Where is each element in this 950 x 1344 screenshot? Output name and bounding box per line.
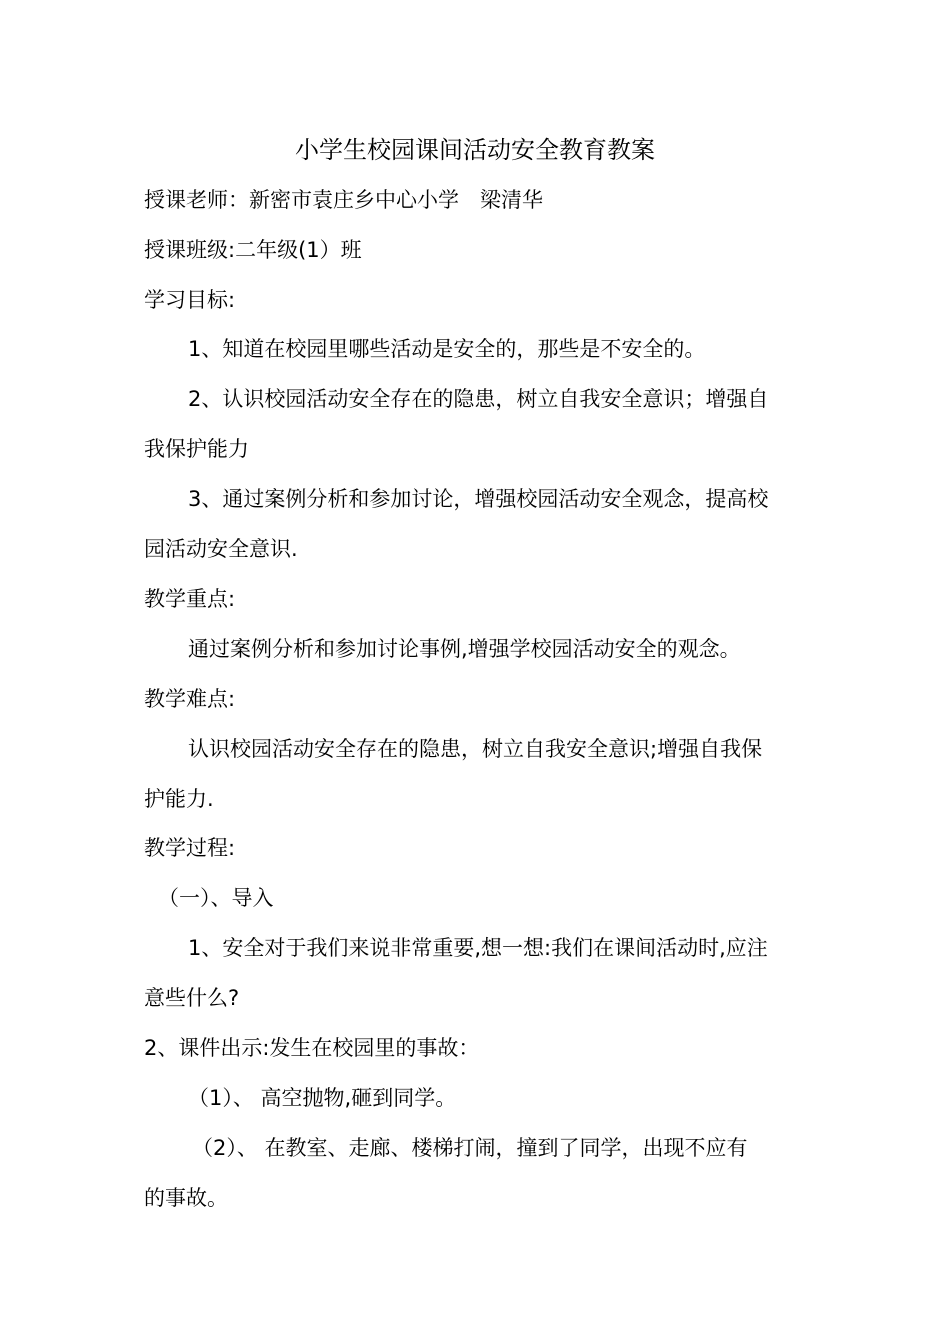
teacher-line: 授课老师：新密市袁庄乡中心小学 梁清华 <box>144 188 543 212</box>
goal-2-line-2: 我保护能力 <box>144 437 249 461</box>
goal-2-line-1: 2、认识校园活动安全存在的隐患，树立自我安全意识；增强自 <box>188 387 769 411</box>
goal-1: 1、知道在校园里哪些活动是安全的，那些是不安全的。 <box>188 337 706 361</box>
goals-heading: 学习目标: <box>144 288 236 312</box>
key-points-text: 通过案例分析和参加讨论事例,增强学校园活动安全的观念。 <box>188 637 741 661</box>
step-1-line-1: 1、安全对于我们来说非常重要,想一想:我们在课间活动时,应注 <box>188 936 768 960</box>
goal-3-line-2: 园活动安全意识. <box>144 537 298 561</box>
step-2: 2、课件出示:发生在校园里的事故： <box>144 1036 480 1060</box>
class-line: 授课班级:二年级(1）班 <box>144 238 362 262</box>
section-intro-heading: （一）、导入 <box>158 886 274 910</box>
difficult-points-line-2: 护能力. <box>144 787 214 811</box>
process-heading: 教学过程: <box>144 836 236 860</box>
document-title: 小学生校园课间活动安全教育教案 <box>295 136 655 164</box>
case-2-line-2: 的事故。 <box>144 1186 228 1210</box>
key-points-heading: 教学重点: <box>144 587 236 611</box>
case-1: （1）、 高空抛物,砸到同学。 <box>188 1086 457 1110</box>
difficult-points-heading: 教学难点: <box>144 687 236 711</box>
difficult-points-line-1: 认识校园活动安全存在的隐患，树立自我安全意识;增强自我保 <box>188 737 763 761</box>
step-1-line-2: 意些什么? <box>144 986 240 1010</box>
goal-3-line-1: 3、通过案例分析和参加讨论，增强校园活动安全观念，提高校 <box>188 487 769 511</box>
case-2-line-1: （2）、 在教室、走廊、楼梯打闹，撞到了同学，出现不应有 <box>192 1136 748 1160</box>
